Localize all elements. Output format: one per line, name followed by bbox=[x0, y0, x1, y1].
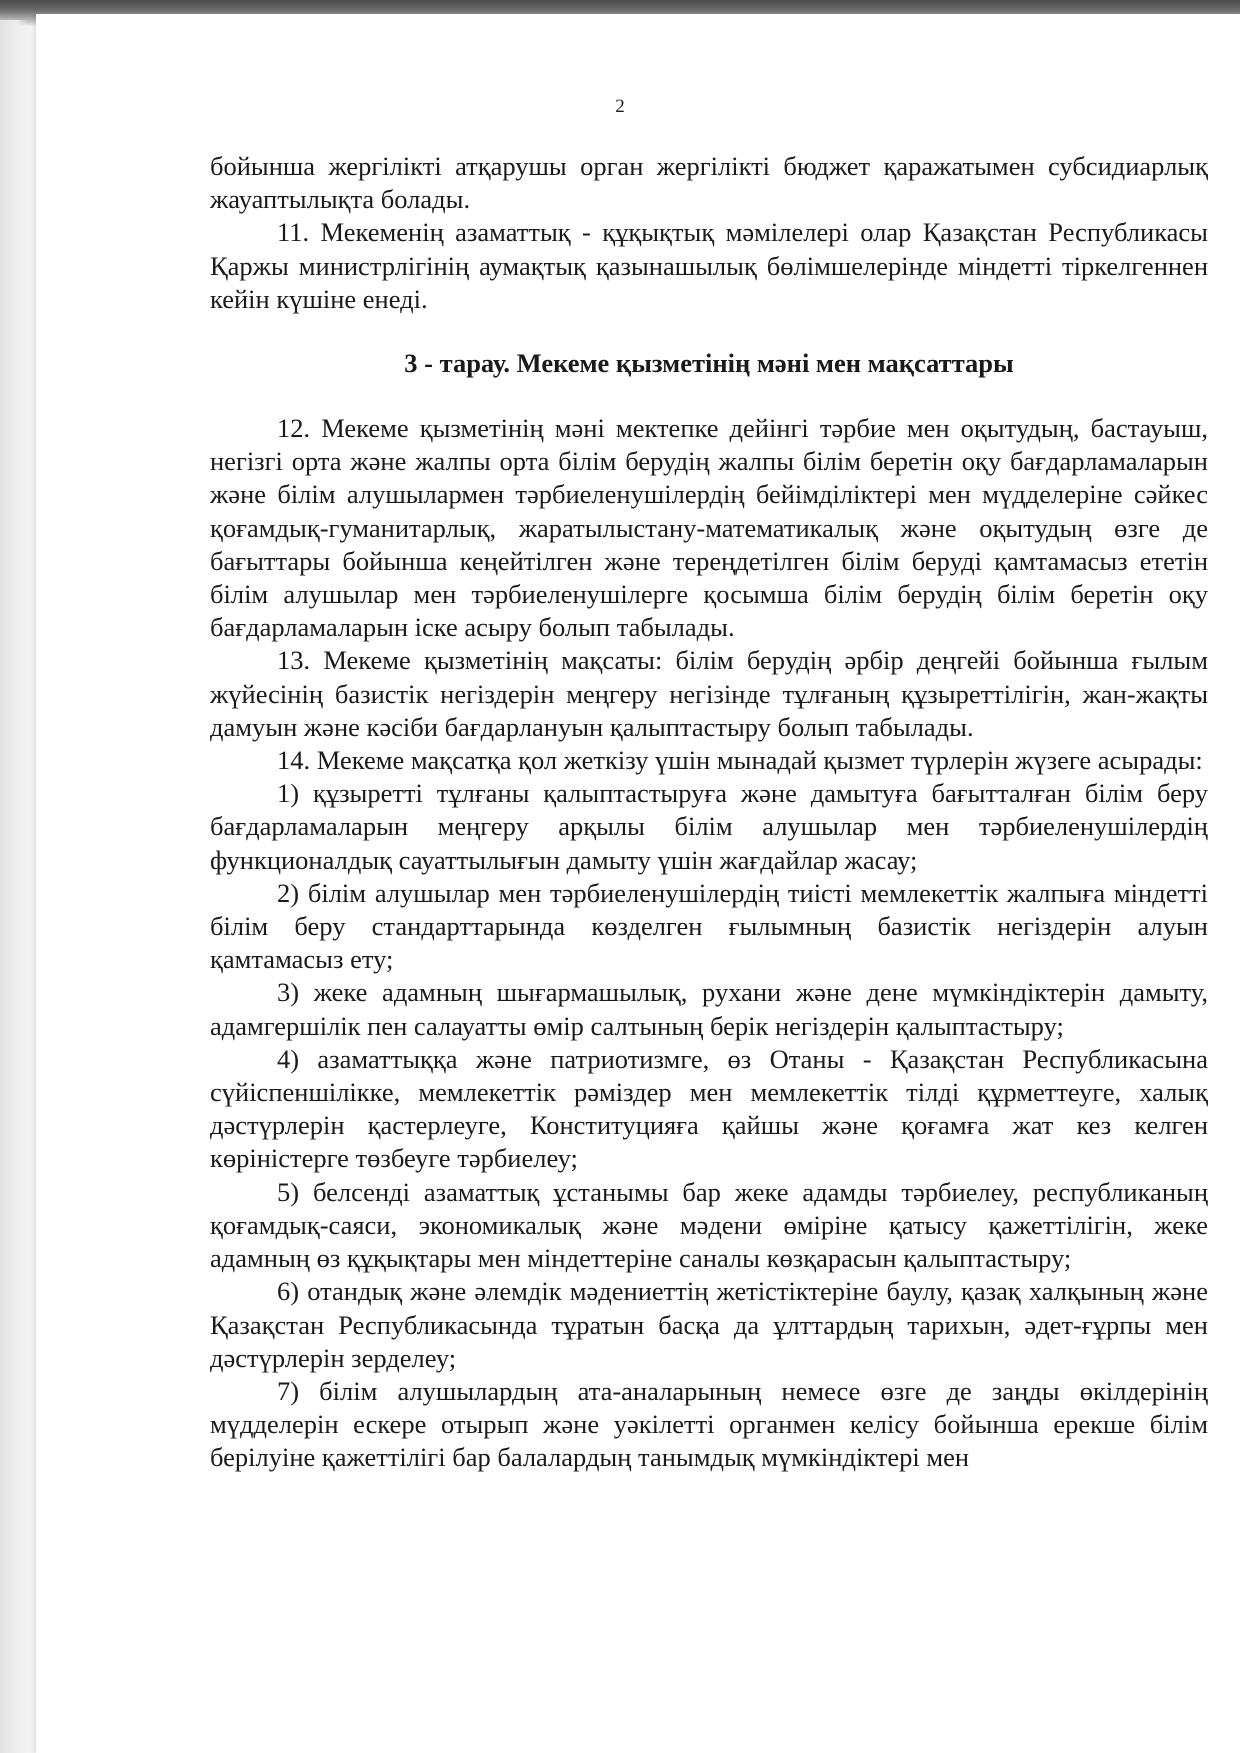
clause-13: 13. Мекеме қызметінің мақсаты: білім берудің әрбір деңгейі бойынша ғылым жүйесінің базистік негіздерін меңгеру негізінде тұлғаның құзыреттілігін, жан-жақты дамуын және кәсіби бағдарлануын қалыптастыру болып табылады. bbox=[210, 645, 1208, 742]
list-item-4: 4) азаматтыққа және патриотизмге, өз Отаны - Қазақстан Республикасына сүйіспеншілікке, мемлекеттік рәміздер мен мемлекеттік тілді құрметтеуге, халық дәстүрлерін қастерлеуге, Конституцияға қайшы және қоғамға жат кез келген көріністерге төзбеуге тәрбиелеу; bbox=[210, 1043, 1208, 1174]
page-number: 2 bbox=[615, 96, 625, 117]
list-item-2: 2) білім алушылар мен тәрбиеленушілердің тиісті мемлекеттік жалпыға міндетті білім беру стандарттарында көзделген ғылымның базистік негіздерін алуын қамтамасыз ету; bbox=[210, 877, 1208, 975]
list-item-1: 1) құзыретті тұлғаны қалыптастыруға және дамытуға бағытталған білім беру бағдарламаларын меңгеру арқылы білім алушылар мен тәрбиеленушілердің функционалдық сауаттылығын дамыту үшін жағдайлар жасау; bbox=[210, 778, 1208, 875]
clause-11: 11. Мекеменің азаматтық - құқықтық мәмілелері олар Қазақстан Республикасы Қаржы министрлігінің аумақтық қазынашылық бөлімшелерінде міндетті тіркелгеннен кейін күшіне енеді. bbox=[210, 217, 1208, 314]
list-item-3: 3) жеке адамның шығармашылық, рухани және дене мүмкіндіктерін дамыту, адамгершілік пен салауатты өмір салтының берік негіздерін қалыптастыру; bbox=[210, 977, 1208, 1041]
list-item-7: 7) білім алушылардың ата-аналарының немесе өзге де заңды өкілдерінің мүдделерін ескере отырып және уәкілетті органмен келісу бойынша ерекше білім берілуіне қажеттілігі бар балалардың танымдық мүмкіндіктері мен bbox=[210, 1375, 1208, 1473]
list-item-6: 6) отандық және әлемдік мәдениеттің жетістіктеріне баулу, қазақ халқының және Қазақстан Республикасында тұратын басқа да ұлттардың тарихын, әдет-ғұрпы мен дәстүрлерін зерделеу; bbox=[210, 1276, 1208, 1373]
paragraph-continuation: бойынша жергілікті атқарушы орган жергілікті бюджет қаражатымен субсидиарлық жауаптылықта болады. bbox=[210, 151, 1208, 215]
section-heading: 3 - тарау. Мекеме қызметінің мәні мен мақсаттары bbox=[404, 348, 1014, 379]
list-item-5: 5) белсенді азаматтық ұстанымы бар жеке адамды тәрбиелеу, республиканың қоғамдық-саяси, экономикалық және мәдени өміріне қатысу қажеттілігін, жеке адамның өз құқықтары мен міндеттеріне саналы көзқарасын қалыптастыру; bbox=[210, 1176, 1208, 1274]
scan-left-margin bbox=[0, 20, 28, 1753]
clause-14: 14. Мекеме мақсатқа қол жеткізу үшін мынадай қызмет түрлерін жүзеге асырады: bbox=[277, 745, 1203, 776]
clause-12: 12. Мекеме қызметінің мәні мектепке дейінгі тәрбие мен оқытудың, бастауыш, негізгі орта және жалпы орта білім берудің жалпы білім беретін оқу бағдарламаларын және білім алушылармен тәрбиеленушілердің бейімділіктері мен мүдделеріне сәйкес қоғамдық-гуманитарлық, жаратылыстану-математикалық және оқытудың өзге де бағыттары бойынша кеңейтілген және тереңдетілген білім беруді қамтамасыз ететін білім алушылар мен тәрбиеленушілерге қосымша білім берудің білім беретін оқу бағдарламаларын іске асыру болып табылады. bbox=[210, 413, 1208, 643]
document-body bbox=[210, 150, 1208, 1475]
